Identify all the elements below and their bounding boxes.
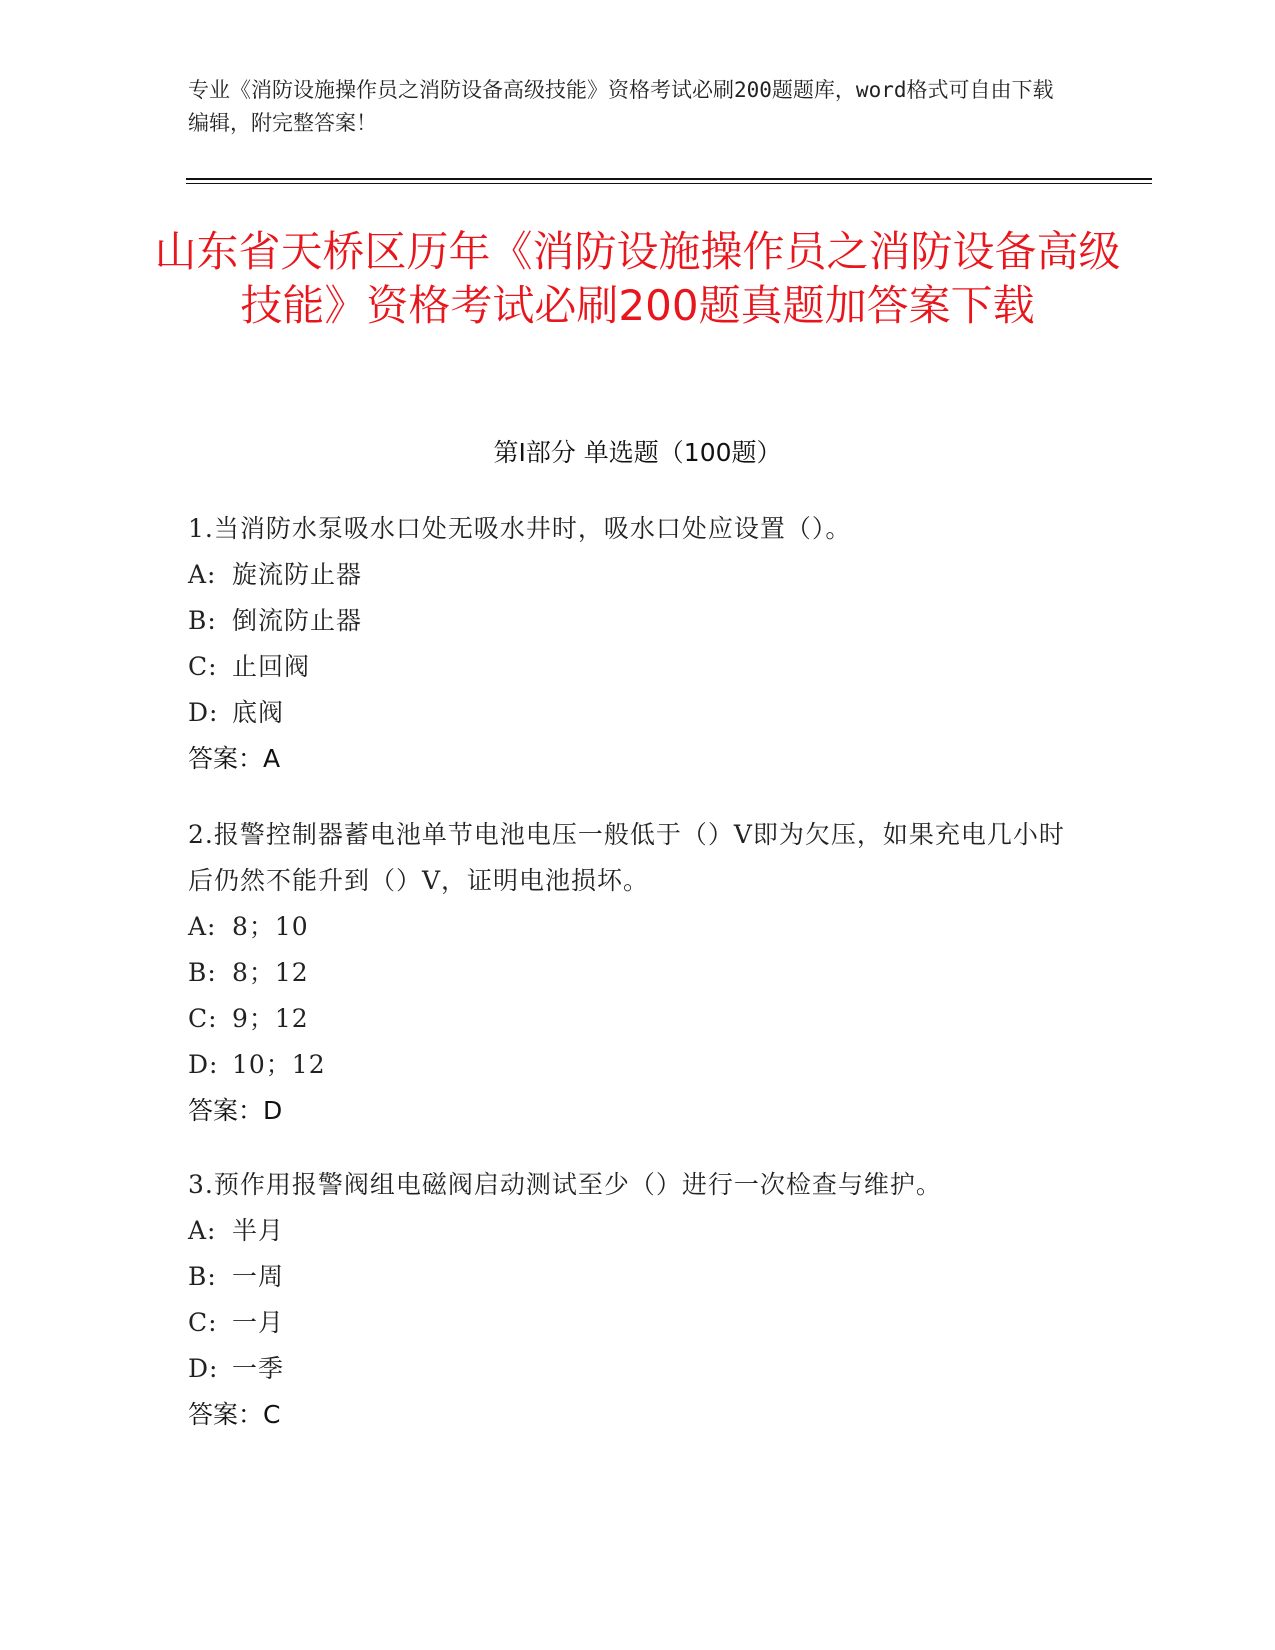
question-stem: 3.预作用报警阀组电磁阀启动测试至少（）进行一次检查与维护。 [188,1170,942,1199]
question-1 [188,506,1088,782]
option-text: 一周 [232,1262,285,1291]
option-key: A: [188,1216,217,1245]
option-c [188,1300,1088,1346]
option-key: B: [188,1262,217,1291]
option-b [188,950,1088,996]
option-key: C: [188,1004,218,1033]
section-title: 第Ⅰ部分 单选题（100题） [493,438,782,467]
option-text: 倒流防止器 [232,606,363,635]
option-b [188,598,1088,644]
option-d [188,1346,1088,1392]
option-text: 旋流防止器 [232,560,363,589]
header-note: 专业《消防设施操作员之消防设备高级技能》资格考试必刷200题题库，word格式可自由下载编辑，附完整答案！ [188,78,1054,135]
option-c [188,996,1088,1042]
option-key: D: [188,1354,219,1383]
option-text: 一月 [232,1308,285,1337]
option-d [188,1042,1088,1088]
option-key: C: [188,652,218,681]
option-a [188,552,1088,598]
question-stem: 1.当消防水泵吸水口处无吸水井时，吸水口处应设置（）。 [188,514,852,543]
question-3 [188,1162,1088,1438]
option-text: 8；10 [232,912,309,941]
option-text: 9；12 [232,1004,309,1033]
document-title: 山东省天桥区历年《消防设施操作员之消防设备高级技能》资格考试必刷200题真题加答案下载 [154,227,1121,330]
option-d [188,690,1088,736]
option-c [188,644,1088,690]
option-text: 底阀 [232,698,285,727]
option-key: B: [188,958,217,987]
option-key: C: [188,1308,218,1337]
header-divider-thick [186,178,1152,180]
option-key: D: [188,1050,219,1079]
option-a [188,1208,1088,1254]
answer: 答案：A [188,744,281,773]
answer: 答案：D [188,1096,283,1125]
option-key: B: [188,606,217,635]
option-b [188,1254,1088,1300]
option-text: 止回阀 [232,652,311,681]
option-a [188,904,1088,950]
option-key: A: [188,912,217,941]
option-key: D: [188,698,219,727]
question-2 [188,812,1088,1134]
option-text: 8；12 [232,958,309,987]
answer: 答案：C [188,1400,281,1429]
option-key: A: [188,560,217,589]
option-text: 半月 [232,1216,285,1245]
option-text: 10；12 [232,1050,326,1079]
header-divider-thin [186,183,1152,184]
option-text: 一季 [232,1354,285,1383]
question-stem: 2.报警控制器蓄电池单节电池电压一般低于（）V即为欠压，如果充电几小时后仍然不能升到（）V，证明电池损坏。 [188,820,1065,895]
